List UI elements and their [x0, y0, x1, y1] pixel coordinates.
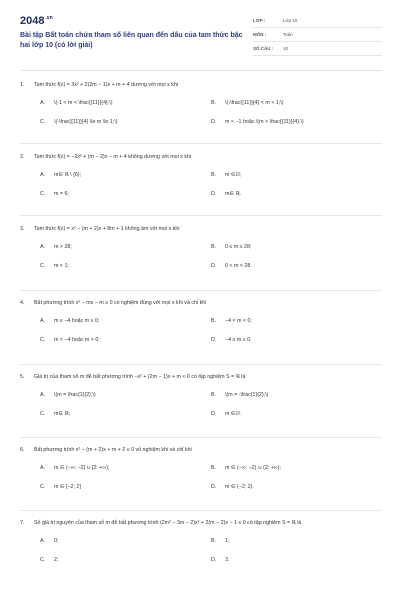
option-text: \(m = -\frac{1}{2};\)	[225, 392, 269, 398]
option-letter: B.	[211, 172, 217, 178]
option-letter: D.	[211, 263, 217, 269]
logo-text: 2048	[20, 15, 45, 27]
option-letter: D.	[211, 557, 217, 563]
option-text: 3.	[225, 557, 230, 563]
header-divider	[20, 70, 382, 71]
question-text: Tam thức f(x) = −2x² + (m − 2)x − m + 4 không dương với mọi x khi	[34, 154, 192, 160]
question-stem	[20, 81, 382, 90]
answer-options	[34, 98, 382, 128]
option-a[interactable]	[40, 316, 99, 327]
option-text: \(-\frac{{11}}{4} \le m \le 1;\)	[54, 119, 118, 125]
question-number: 4.	[20, 300, 25, 306]
option-letter: A.	[40, 244, 46, 250]
question-text: Số giá trị nguyên của tham số m để bất phương trình (2m² − 3m − 2)x² + 2(m − 2)x − 1 ≤ 0 có tập nghiệm S = ℝ là	[34, 520, 302, 526]
option-letter: C.	[40, 263, 46, 269]
question-text: Bất phương trình x² − mx − m ≥ 0 có nghiệm đúng với mọi x khi và chỉ khi	[34, 300, 207, 306]
option-row	[34, 261, 382, 272]
question-number: 7.	[20, 520, 25, 526]
option-text: m < 1;	[54, 263, 69, 269]
option-letter: A.	[40, 100, 46, 106]
document-header	[20, 12, 382, 68]
option-row	[34, 117, 382, 128]
question-stem	[20, 519, 382, 528]
option-a[interactable]	[40, 242, 72, 253]
question-number: 2.	[20, 154, 25, 160]
option-text: m ∈∅;	[225, 172, 242, 178]
option-text: m ∈ (−2; 2).	[225, 484, 254, 490]
option-text: 0;	[54, 538, 59, 544]
option-letter: A.	[40, 538, 46, 544]
option-letter: A.	[40, 318, 46, 324]
question-text: Giá trị của tham số m để bất phương trình −x² + (2m − 1)x + m < 0 có tập nghiệm S = ℝ là	[34, 374, 246, 380]
option-text: −4 < m < 0;	[225, 318, 252, 324]
option-a[interactable]	[40, 463, 109, 474]
logo-suffix: .vn	[45, 15, 53, 21]
option-letter: A.	[40, 465, 46, 471]
question-stem	[20, 373, 382, 382]
question-divider	[20, 364, 382, 365]
option-text: m ≤ −4 hoặc m ≥ 0;	[54, 318, 100, 324]
site-logo[interactable]	[20, 15, 53, 27]
option-text: m < −4 hoặc m > 0;	[54, 337, 100, 343]
option-text: \(m = \frac{1}{2};\)	[54, 392, 96, 398]
question-number: 6.	[20, 447, 25, 453]
option-row	[34, 189, 382, 200]
answer-options	[34, 316, 382, 346]
option-a[interactable]	[40, 170, 81, 181]
option-b[interactable]	[211, 463, 281, 474]
answer-options	[34, 242, 382, 272]
option-text: \(-\frac{{11}}{4} < m < 1;\)	[225, 100, 284, 106]
option-text: \(-1 < m < \frac{{11}}{4};\)	[54, 100, 113, 106]
option-text: m = 6;	[54, 191, 69, 197]
option-b[interactable]	[211, 170, 242, 181]
option-text: m∈ ℝ \ {6};	[54, 172, 82, 178]
meta-row-class	[253, 14, 382, 28]
question-divider	[20, 143, 382, 144]
document-meta	[253, 14, 382, 56]
option-letter: C.	[40, 484, 46, 490]
question-stem	[20, 153, 382, 162]
option-text: 1;	[225, 538, 230, 544]
option-text: m ∈∅.	[225, 411, 242, 417]
option-text: 0 ≤ m ≤ 28;	[225, 244, 252, 250]
option-text: m∈ ℝ;	[54, 411, 71, 417]
question-stem	[20, 225, 382, 234]
answer-options	[34, 536, 382, 566]
option-row	[34, 463, 382, 474]
option-b[interactable]	[211, 316, 252, 327]
option-a[interactable]	[40, 390, 96, 401]
option-letter: B.	[211, 392, 217, 398]
option-letter: B.	[211, 244, 217, 250]
option-text: m > 28;	[54, 244, 72, 250]
question-text: Tam thức f(x) = 3x² + 2(2m − 1)x + m + 4 dương với mọi x khi	[34, 82, 179, 88]
option-c[interactable]	[40, 189, 69, 200]
option-c[interactable]	[40, 409, 70, 420]
question-text: Tam thức f(x) = x² − (m + 2)x + 8m + 1 không âm với mọi x khi	[34, 226, 180, 232]
option-text: m ∈ (−∞; −2) ∪ (2; +∞);	[225, 465, 281, 471]
option-d[interactable]	[211, 261, 252, 272]
question-divider	[20, 437, 382, 438]
option-letter: A.	[40, 172, 46, 178]
option-letter: C.	[40, 411, 46, 417]
option-c[interactable]	[40, 117, 118, 128]
meta-label: MÔN :	[253, 32, 267, 37]
option-c[interactable]	[40, 555, 58, 566]
option-text: m ∈ (−∞; −2] ∪ [2; +∞);	[54, 465, 110, 471]
option-d[interactable]	[211, 117, 304, 128]
answer-options	[34, 463, 382, 493]
option-c[interactable]	[40, 335, 100, 346]
option-text: m < −1 hoặc \(m > \frac{{11}}{4}.\)	[225, 119, 304, 125]
option-a[interactable]	[40, 536, 58, 547]
question-divider	[20, 215, 382, 216]
option-b[interactable]	[211, 242, 251, 253]
question-1	[20, 81, 382, 128]
option-row	[34, 390, 382, 401]
question-6	[20, 446, 382, 493]
option-text: m ∈ [−2; 2]	[54, 484, 81, 490]
question-number: 5.	[20, 374, 25, 380]
option-text: m∈ ℝ.	[225, 191, 242, 197]
question-number: 1.	[20, 82, 25, 88]
option-d[interactable]	[211, 335, 252, 346]
question-2	[20, 153, 382, 200]
question-3	[20, 225, 382, 272]
option-letter: D.	[211, 484, 217, 490]
option-d[interactable]	[211, 189, 241, 200]
question-text: Bất phương trình x² − (m + 2)x + m + 2 ≤ 0 vô nghiệm khi và chỉ khi	[34, 447, 192, 453]
option-text: −4 ≤ m ≤ 0.	[225, 337, 252, 343]
option-text: 0 < m < 28.	[225, 263, 252, 269]
option-letter: B.	[211, 465, 217, 471]
answer-options	[34, 390, 382, 420]
meta-row-subject	[253, 28, 382, 42]
meta-value: 10	[283, 46, 289, 51]
meta-value: Lớp 10	[283, 18, 298, 23]
meta-label: LỚP :	[253, 18, 266, 23]
question-4	[20, 299, 382, 346]
answer-options	[34, 170, 382, 200]
option-row	[34, 409, 382, 420]
question-number: 3.	[20, 226, 25, 232]
option-row	[34, 316, 382, 327]
question-divider	[20, 510, 382, 511]
option-row	[34, 335, 382, 346]
option-c[interactable]	[40, 482, 81, 493]
option-a[interactable]	[40, 98, 113, 109]
option-row	[34, 98, 382, 109]
option-d[interactable]	[211, 409, 242, 420]
option-row	[34, 536, 382, 547]
option-letter: C.	[40, 337, 46, 343]
document-title: Bài tập Bất toán chứa tham số liên quan đến dấu của tam thức bậc hai lớp 10 (có lời giải)	[20, 32, 243, 49]
option-letter: D.	[211, 119, 217, 125]
option-row	[34, 555, 382, 566]
option-b[interactable]	[211, 536, 229, 547]
option-letter: B.	[211, 100, 217, 106]
question-stem	[20, 299, 382, 308]
meta-label: SỐ CÂU :	[253, 46, 274, 51]
option-row	[34, 242, 382, 253]
option-b[interactable]	[211, 98, 284, 109]
option-letter: C.	[40, 557, 46, 563]
question-7	[20, 519, 382, 566]
option-letter: A.	[40, 392, 46, 398]
option-row	[34, 482, 382, 493]
question-stem	[20, 446, 382, 455]
meta-row-count	[253, 42, 382, 56]
option-letter: B.	[211, 538, 217, 544]
option-letter: C.	[40, 191, 46, 197]
option-d[interactable]	[211, 555, 229, 566]
option-letter: D.	[211, 411, 217, 417]
option-d[interactable]	[211, 482, 254, 493]
option-b[interactable]	[211, 390, 268, 401]
option-row	[34, 170, 382, 181]
option-letter: D.	[211, 191, 217, 197]
meta-value: Toán	[283, 32, 293, 37]
option-letter: C.	[40, 119, 46, 125]
question-5	[20, 373, 382, 420]
option-text: 2;	[54, 557, 59, 563]
option-letter: B.	[211, 318, 217, 324]
option-letter: D.	[211, 337, 217, 343]
option-c[interactable]	[40, 261, 69, 272]
question-divider	[20, 290, 382, 291]
